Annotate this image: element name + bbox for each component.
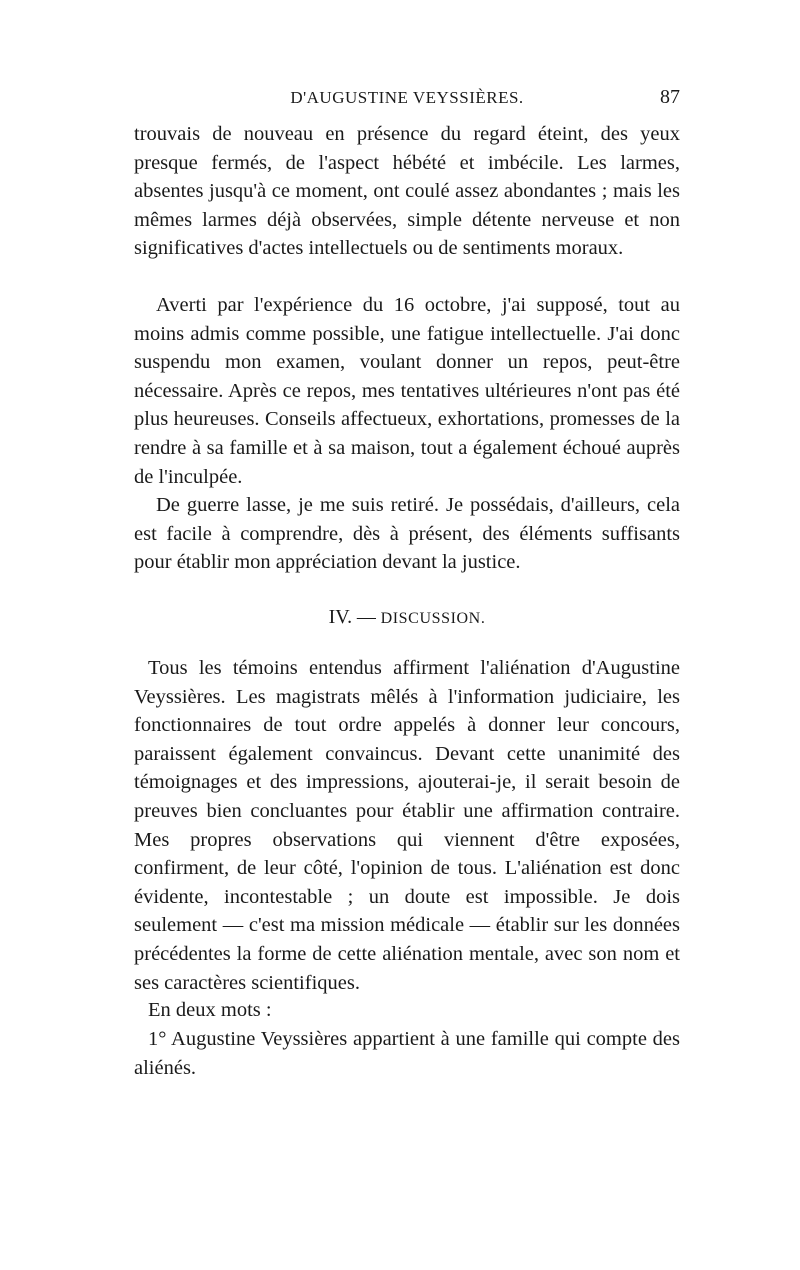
paragraph-averti: Averti par l'expérience du 16 octobre, j'ai supposé, tout au moins admis comme possible, une fatigue intellectuelle. J'ai donc suspendu mon examen, voulant donner un repos, peut-être nécessaire. Après ce repos, mes tentatives ultérieures n'ont pas été plus heureuses. Conseils affectueux, exhortations, promesses de la rendre à sa famille et à sa maison, tout a également échoué auprès de l'inculpée. — [134, 294, 680, 488]
page-number: 87 — [660, 86, 680, 108]
paragraph-de-guerre-lasse: De guerre lasse, je me suis retiré. Je possédais, d'ailleurs, cela est facile à comprendre, dès à présent, des éléments suffisants pour établir mon appréciation devant la justice. — [134, 494, 680, 574]
paragraph-en-deux-mots: En deux mots : — [148, 999, 272, 1021]
section-dash: — — [356, 607, 376, 628]
paragraph-tous-les-temoins: Tous les témoins entendus affirment l'aliénation d'Augustine Veyssières. Les magistrats mêlés à l'information judiciaire, les fonctionnaires de tout ordre appelés à donner leur concours, paraissent également convaincus. Devant cette unanimité des témoignages et des impressions, ajouterai-je, il serait besoin de preuves bien concluantes pour établir une affirmation contraire. Mes propres observations qui viennent d'être exposées, confirment, de leur côté, l'opinion de tous. L'aliénation est donc évidente, incontestable ; un doute est impossible. Je dois seulement — c'est ma mission médicale — établir sur les données précédentes la forme de cette aliénation mentale, avec son nom et ses caractères scientifiques. — [134, 657, 680, 994]
section-title: DISCUSSION. — [380, 610, 486, 627]
section-heading — [134, 606, 680, 629]
running-title: D'AUGUSTINE VEYSSIÈRES. — [290, 88, 524, 107]
section-number: IV. — [328, 606, 353, 628]
page-header — [134, 86, 680, 110]
list-item-1: 1° Augustine Veyssières appartient à une famille qui compte des aliénés. — [134, 1028, 680, 1079]
paragraph-continuation: trouvais de nouveau en présence du regard éteint, des yeux presque fermés, de l'aspect hébété et imbécile. Les larmes, absentes jusqu'à ce moment, ont coulé assez abondantes ; mais les mêmes larmes déjà observées, simple détente nerveuse et non significatives d'actes intellectuels ou de sentiments moraux. — [134, 123, 680, 260]
